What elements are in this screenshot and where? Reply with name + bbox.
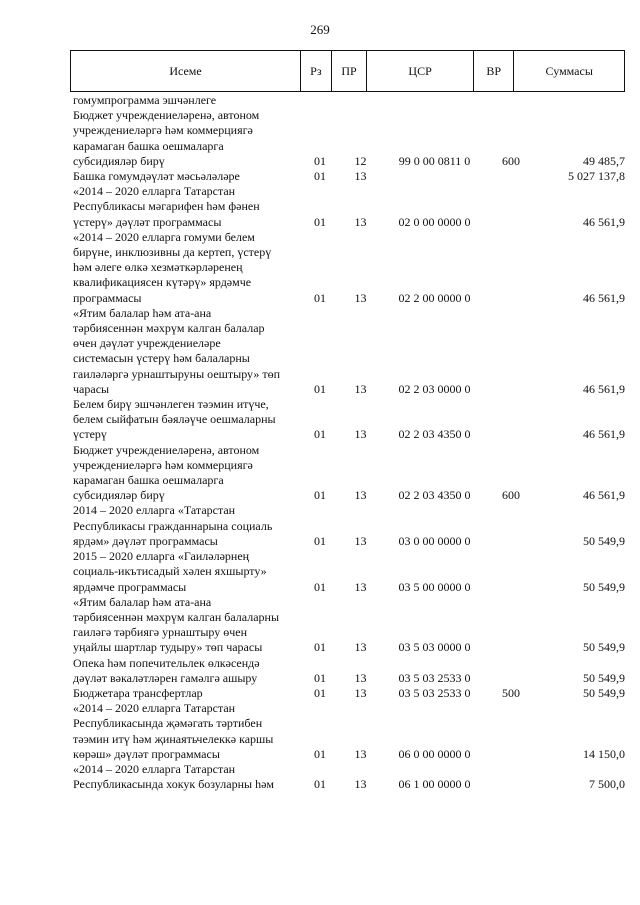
row-pr: 13 — [354, 214, 367, 229]
row-rz: 01 — [314, 579, 326, 594]
row-name — [70, 503, 295, 549]
row-pr: 13 — [354, 685, 367, 700]
table-row — [70, 595, 625, 656]
row-pr: 13 — [354, 640, 367, 655]
row-name-line: тәрбиясеннән мәхрүм калган балаларны — [73, 609, 280, 624]
row-name-line: «2014 – 2020 елларга гомуми белем — [73, 229, 255, 244]
row-sum: 5 027 137,8 — [568, 169, 625, 184]
table-row — [70, 93, 625, 108]
row-name — [70, 549, 295, 595]
row-rz: 01 — [314, 488, 326, 503]
row-csr: 03 5 00 0000 0 — [398, 579, 471, 594]
row-sum: 50 549,9 — [583, 685, 625, 700]
header-vr: ВР — [474, 51, 515, 91]
row-pr: 13 — [354, 670, 367, 685]
row-name-line: Опека һәм попечительлек өлкәсендә — [73, 655, 260, 670]
table-row — [70, 108, 625, 169]
table-row — [70, 503, 625, 549]
row-name-line: һәм әлеге өлкә хезмәткәрләренең — [73, 260, 243, 275]
row-name-line: өчен дәүләт учреждениеләре — [73, 336, 221, 351]
row-name-line: тәэмин итү һәм җинаятьчелеккә каршы — [73, 731, 274, 746]
row-name — [70, 656, 295, 686]
row-name-line: квалификациясен күтәрү» ярдәмче — [73, 275, 252, 290]
row-sum: 46 561,9 — [583, 381, 625, 396]
row-name-line: бирүне, инклюзивны да кертеп, үстерү — [73, 245, 272, 260]
row-name-line: Бюджетара трансфертлар — [73, 685, 203, 700]
table-row — [70, 656, 625, 686]
table-header — [70, 50, 625, 92]
row-name-line: 2015 – 2020 елларга «Гаиләләрнең — [73, 549, 250, 564]
row-csr: 02 2 03 4350 0 — [398, 488, 471, 503]
row-sum: 50 549,9 — [583, 533, 625, 548]
row-name-line: субсидияләр бирү — [73, 153, 165, 168]
row-name-line: «2014 – 2020 елларга Татарстан — [73, 701, 236, 716]
row-name-line: Республикасы гражданнарына социаль — [73, 518, 273, 533]
row-name-line: учреждениеләргә һәм коммерциягә — [73, 123, 253, 138]
row-name-line: Республикасында хокук бозуларны һәм — [73, 777, 274, 792]
page-number: 269 — [310, 22, 330, 37]
table-body — [70, 93, 625, 792]
table-row — [70, 397, 625, 443]
row-pr: 13 — [354, 290, 367, 305]
row-pr: 12 — [354, 153, 367, 168]
row-name-line: «Ятим балалар һәм ата-ана — [73, 305, 212, 320]
row-pr: 13 — [354, 427, 367, 442]
row-sum: 46 561,9 — [583, 290, 625, 305]
table-row — [70, 306, 625, 397]
table-row — [70, 701, 625, 762]
row-name-line: уңайлы шартлар тудыру» төп чарасы — [73, 640, 263, 655]
row-name — [70, 169, 295, 184]
row-name-line: үстерү — [73, 427, 107, 442]
table-row — [70, 762, 625, 792]
row-name — [70, 595, 295, 656]
row-name-line: тәрбиясеннән мәхрүм калган балалар — [73, 321, 265, 336]
row-vr: 600 — [502, 153, 520, 168]
row-name-line: ярдәм» дәүләт программасы — [73, 533, 218, 548]
row-csr: 03 0 00 0000 0 — [398, 533, 471, 548]
row-name-line: «2014 – 2020 елларга Татарстан — [73, 184, 236, 199]
row-rz: 01 — [314, 153, 326, 168]
row-name-line: гаиләләргә урнаштыруны оештыру» төп — [73, 366, 280, 381]
table-row — [70, 549, 625, 595]
header-name: Исеме — [71, 51, 301, 91]
row-name — [70, 108, 295, 169]
row-name — [70, 686, 295, 701]
row-name-line: ярдәмче программасы — [73, 579, 187, 594]
row-name-line: Республикасында җәмәгать тәртибен — [73, 716, 263, 731]
row-csr: 02 2 00 0000 0 — [398, 290, 471, 305]
row-name-line: чарасы — [73, 381, 110, 396]
row-rz: 01 — [314, 214, 326, 229]
table-row — [70, 230, 625, 306]
row-name — [70, 93, 295, 108]
row-csr: 02 2 03 0000 0 — [398, 381, 471, 396]
header-csr: ЦСР — [367, 51, 474, 91]
row-name-line: үстерү» дәүләт программасы — [73, 214, 222, 229]
row-rz: 01 — [314, 640, 326, 655]
row-rz: 01 — [314, 381, 326, 396]
row-pr: 13 — [354, 777, 367, 792]
row-csr: 02 0 00 0000 0 — [398, 214, 471, 229]
row-name-line: системасын үстерү һәм балаларны — [73, 351, 250, 366]
row-rz: 01 — [314, 670, 326, 685]
header-rz: Рз — [301, 51, 332, 91]
row-name-line: Республикасы мәгарифен һәм фәнен — [73, 199, 260, 214]
header-pr: ПР — [332, 51, 368, 91]
row-csr: 06 0 00 0000 0 — [398, 746, 471, 761]
row-name — [70, 701, 295, 762]
row-pr: 13 — [354, 169, 367, 184]
row-rz: 01 — [314, 427, 326, 442]
row-vr: 600 — [502, 488, 520, 503]
row-sum: 7 500,0 — [589, 777, 625, 792]
row-name-line: дәүләт вәкаләтләрен гамәлгә ашыру — [73, 670, 258, 685]
row-name-line: карамаган башка оешмаларга — [73, 473, 224, 488]
row-csr: 03 5 03 0000 0 — [398, 640, 471, 655]
table-row — [70, 184, 625, 230]
row-name-line: карамаган башка оешмаларга — [73, 138, 224, 153]
row-sum: 50 549,9 — [583, 670, 625, 685]
row-sum: 46 561,9 — [583, 214, 625, 229]
row-csr: 02 2 03 4350 0 — [398, 427, 471, 442]
row-rz: 01 — [314, 169, 326, 184]
row-sum: 14 150,0 — [583, 746, 625, 761]
row-name-line: Бюджет учреждениеләренә, автоном — [73, 108, 260, 123]
row-csr: 06 1 00 0000 0 — [398, 777, 471, 792]
header-sum: Суммасы — [545, 63, 593, 78]
table-row — [70, 443, 625, 504]
row-name-line: көрәш» дәүләт программасы — [73, 746, 220, 761]
row-sum: 50 549,9 — [583, 579, 625, 594]
row-name — [70, 443, 295, 504]
row-pr: 13 — [354, 533, 367, 548]
row-pr: 13 — [354, 579, 367, 594]
row-csr: 03 5 03 2533 0 — [398, 685, 471, 700]
row-name-line: программасы — [73, 290, 142, 305]
row-pr: 13 — [354, 488, 367, 503]
row-csr: 03 5 03 2533 0 — [398, 670, 471, 685]
row-vr: 500 — [502, 685, 520, 700]
row-rz: 01 — [314, 746, 326, 761]
row-name — [70, 306, 295, 397]
row-rz: 01 — [314, 290, 326, 305]
row-name-line: учреждениеләргә һәм коммерциягә — [73, 457, 253, 472]
table-row — [70, 686, 625, 701]
row-name-line: гаиләгә тәрбиягә урнаштыру өчен — [73, 625, 248, 640]
row-rz: 01 — [314, 777, 326, 792]
row-name — [70, 230, 295, 306]
row-name-line: Башка гомумдәүләт мәсьәләләре — [73, 169, 240, 184]
row-name-line: «Ятим балалар һәм ата-ана — [73, 594, 212, 609]
row-name-line: социаль-икътисадый хәлен яхшырту» — [73, 564, 267, 579]
row-name-line: Бюджет учреждениеләренә, автоном — [73, 442, 260, 457]
row-name — [70, 762, 295, 792]
row-name-line: гомумпрограмма эшчәнлеге — [73, 93, 217, 107]
row-csr: 99 0 00 0811 0 — [398, 153, 471, 168]
row-name — [70, 184, 295, 230]
table-row — [70, 169, 625, 184]
row-sum: 49 485,7 — [583, 153, 625, 168]
row-sum: 50 549,9 — [583, 640, 625, 655]
row-name-line: Белем бирү эшчәнлеген тәэмин итүче, — [73, 397, 269, 412]
row-pr: 13 — [354, 746, 367, 761]
row-sum: 46 561,9 — [583, 488, 625, 503]
row-rz: 01 — [314, 685, 326, 700]
row-name-line: белем сыйфатын бәяләүче оешмаларны — [73, 412, 276, 427]
row-pr: 13 — [354, 381, 367, 396]
row-name-line: «2014 – 2020 елларга Татарстан — [73, 761, 236, 776]
row-name-line: 2014 – 2020 елларга «Татарстан — [73, 503, 236, 518]
row-rz: 01 — [314, 533, 326, 548]
row-name — [70, 397, 295, 443]
row-name-line: субсидияләр бирү — [73, 488, 165, 503]
row-sum: 46 561,9 — [583, 427, 625, 442]
